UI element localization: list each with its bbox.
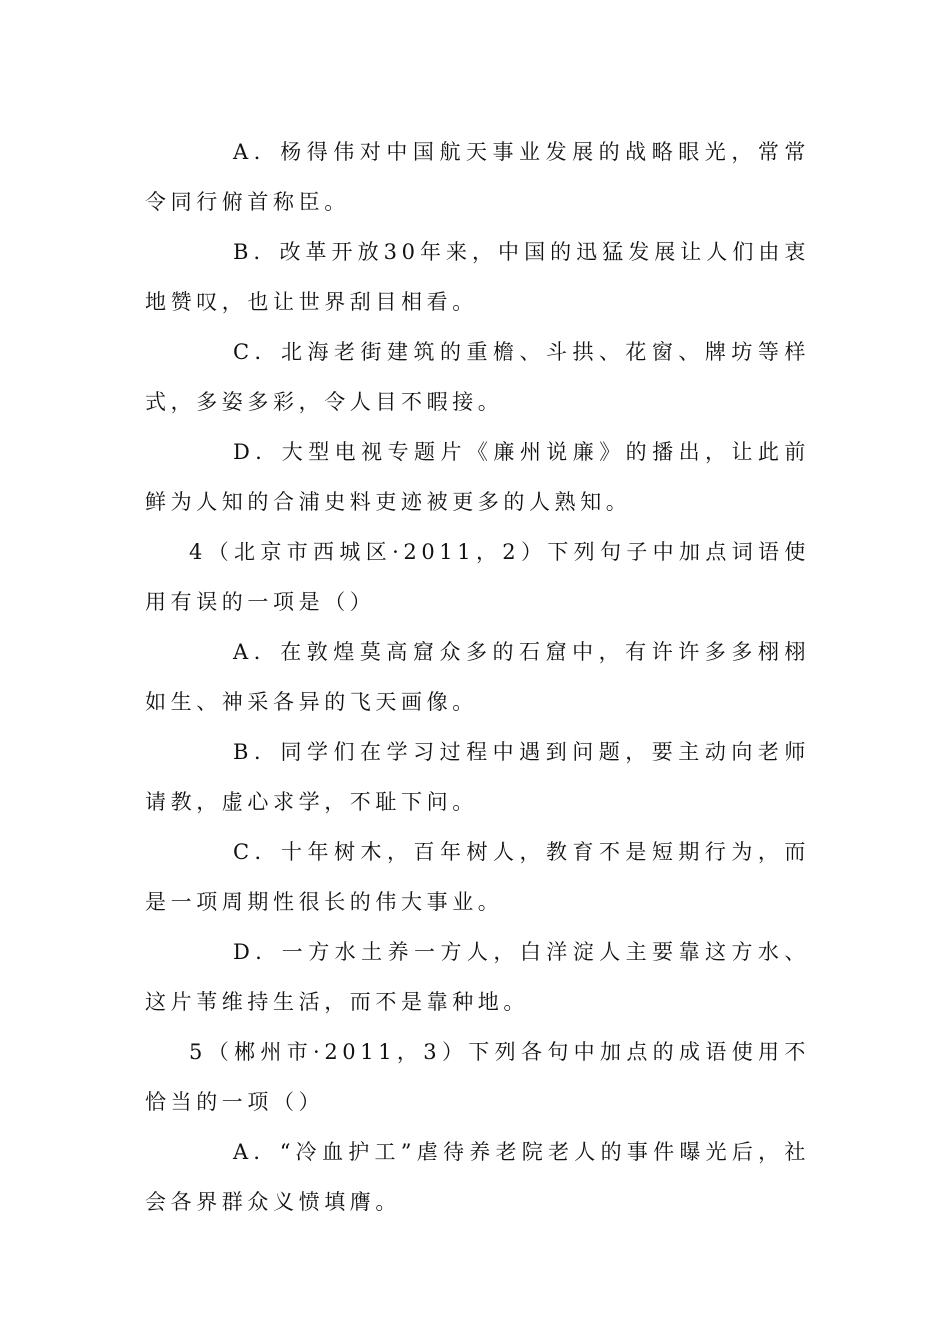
option-a-q4: A．在敦煌莫高窟众多的石窟中，有许许多多栩栩如生、神采各异的飞天画像。: [145, 640, 810, 714]
option-a-q5: A．“冷血护工”虐待养老院老人的事件曝光后，社会各界群众义愤填膺。: [145, 1140, 810, 1214]
question-5: 5（郴州市·2011，3）下列各句中加点的成语使用不恰当的一项（）: [145, 1040, 810, 1114]
option-b-q3: B．改革开放30年来，中国的迅猛发展让人们由衷地赞叹，也让世界刮目相看。: [145, 240, 810, 314]
option-d-q3: D．大型电视专题片《廉州说廉》的播出，让此前鲜为人知的合浦史料吏迹被更多的人熟知。: [145, 440, 810, 514]
option-c-q3: C．北海老街建筑的重檐、斗拱、花窗、牌坊等样式，多姿多彩，令人目不暇接。: [145, 340, 810, 414]
option-c-q4: C．十年树木，百年树人，教育不是短期行为，而是一项周期性很长的伟大事业。: [145, 840, 810, 914]
option-b-q4: B．同学们在学习过程中遇到问题，要主动向老师请教，虚心求学，不耻下问。: [145, 740, 810, 814]
question-4: 4（北京市西城区·2011，2）下列句子中加点词语使用有误的一项是（）: [145, 540, 810, 614]
option-a-q3: A．杨得伟对中国航天事业发展的战略眼光，常常令同行俯首称臣。: [145, 140, 810, 214]
option-d-q4: D．一方水土养一方人，白洋淀人主要靠这方水、这片苇维持生活，而不是靠种地。: [145, 940, 810, 1014]
